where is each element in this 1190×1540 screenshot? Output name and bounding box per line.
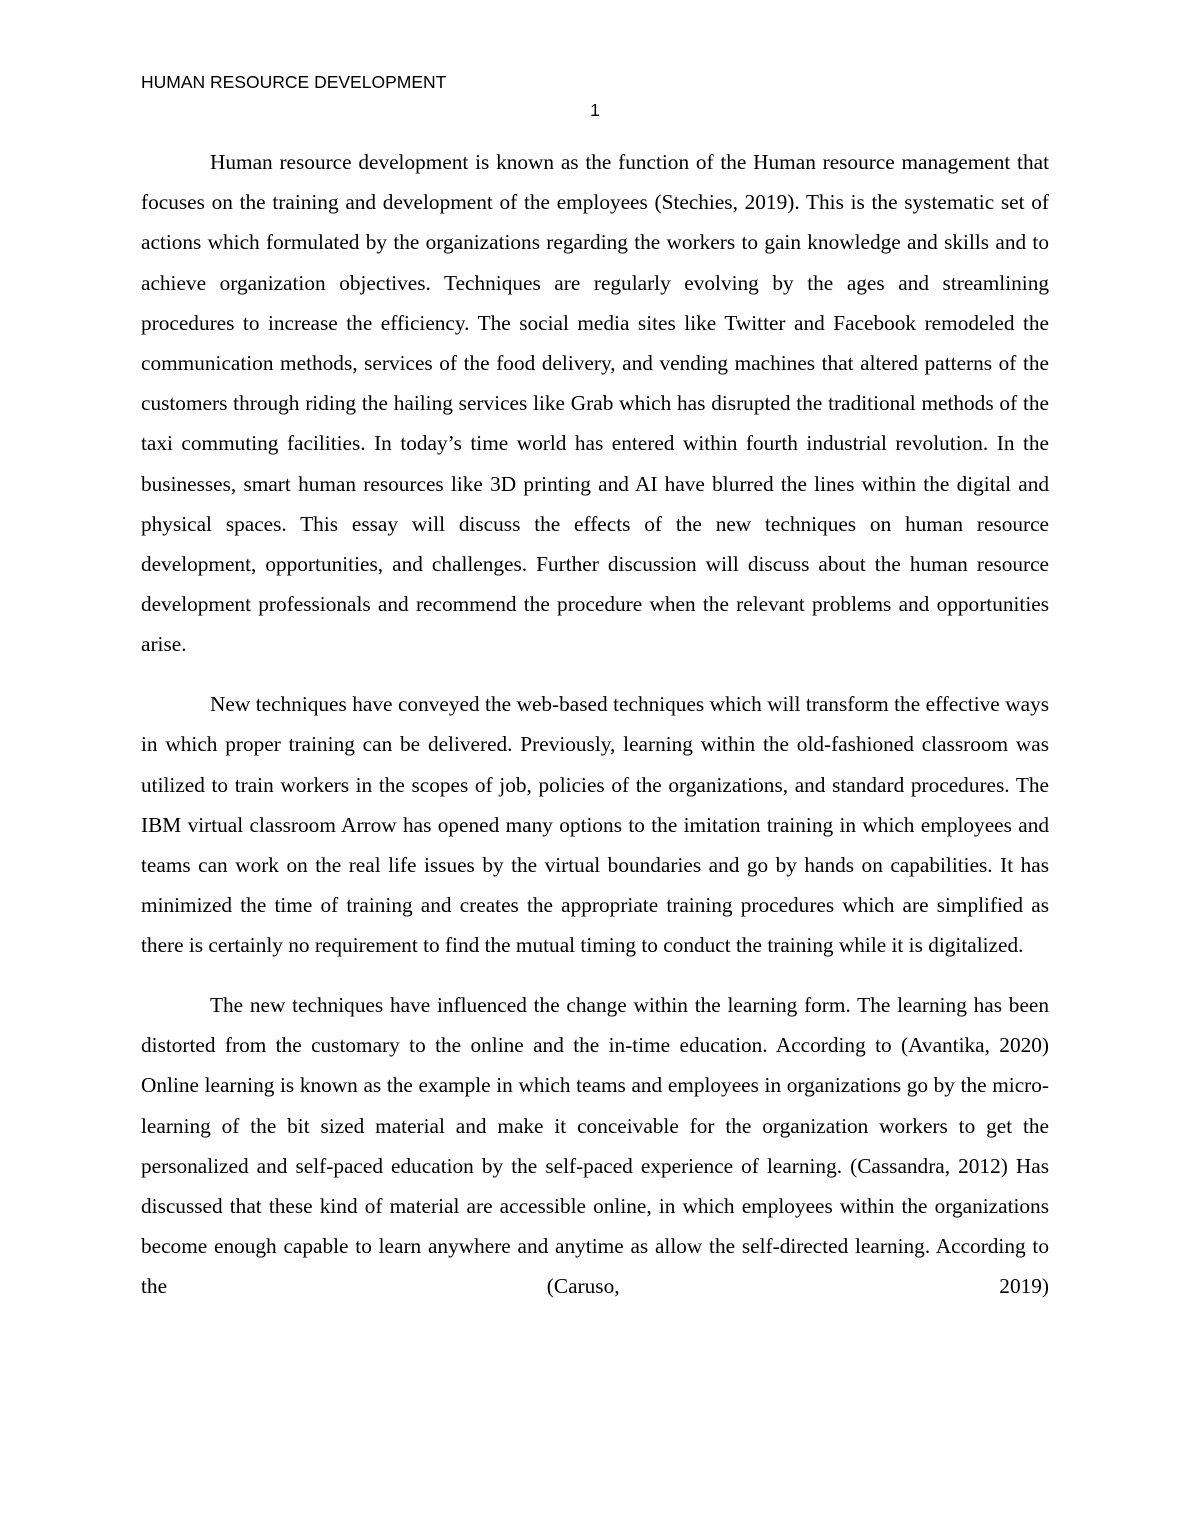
paragraph-3: The new techniques have influenced the change within the learning form. The learning has been distorted from the customary to the online and the in-time education. According to (Avantika, 2020) Online learning is known as the example in which teams and employees in organizations go by the micro-learning of the bit sized material and make it conceivable for the organization workers to get the personalized and self-paced education by the self-paced experience of learning. (Cassandra, 2012) Has discussed that these kind of material are accessible online, in which employees within the organizations become enough capable to learn anywhere and anytime as allow the self-directed learning. According to the (Caruso, 2019): [141, 993, 1049, 1299]
body-text: [141, 142, 1049, 1307]
paragraph-2: New techniques have conveyed the web-based techniques which will transform the effective ways in which proper training can be delivered. Previously, learning within the old-fashioned classroom was utilized to train workers in the scopes of job, policies of the organizations, and standard procedures. The IBM virtual classroom Arrow has opened many options to the imitation training in which employees and teams can work on the real life issues by the virtual boundaries and go by hands on capabilities. It has minimized the time of training and creates the appropriate training procedures which are simplified as there is certainly no requirement to find the mutual timing to conduct the training while it is digitalized.: [141, 692, 1049, 958]
page-number: 1: [590, 100, 600, 120]
paragraph-1: Human resource development is known as the function of the Human resource management that focuses on the training and development of the employees (Stechies, 2019). This is the systematic set of actions which formulated by the organizations regarding the workers to gain knowledge and skills and to achieve organization objectives. Techniques are regularly evolving by the ages and streamlining procedures to increase the efficiency. The social media sites like Twitter and Facebook remodeled the communication methods, services of the food delivery, and vending machines that altered patterns of the customers through riding the hailing services like Grab which has disrupted the traditional methods of the taxi commuting facilities. In today’s time world has entered within fourth industrial revolution. In the businesses, smart human resources like 3D printing and AI have blurred the lines within the digital and physical spaces. This essay will discuss the effects of the new techniques on human resource development, opportunities, and challenges. Further discussion will discuss about the human resource development professionals and recommend the procedure when the relevant problems and opportunities arise.: [141, 150, 1049, 657]
running-head: HUMAN RESOURCE DEVELOPMENT: [141, 72, 447, 92]
